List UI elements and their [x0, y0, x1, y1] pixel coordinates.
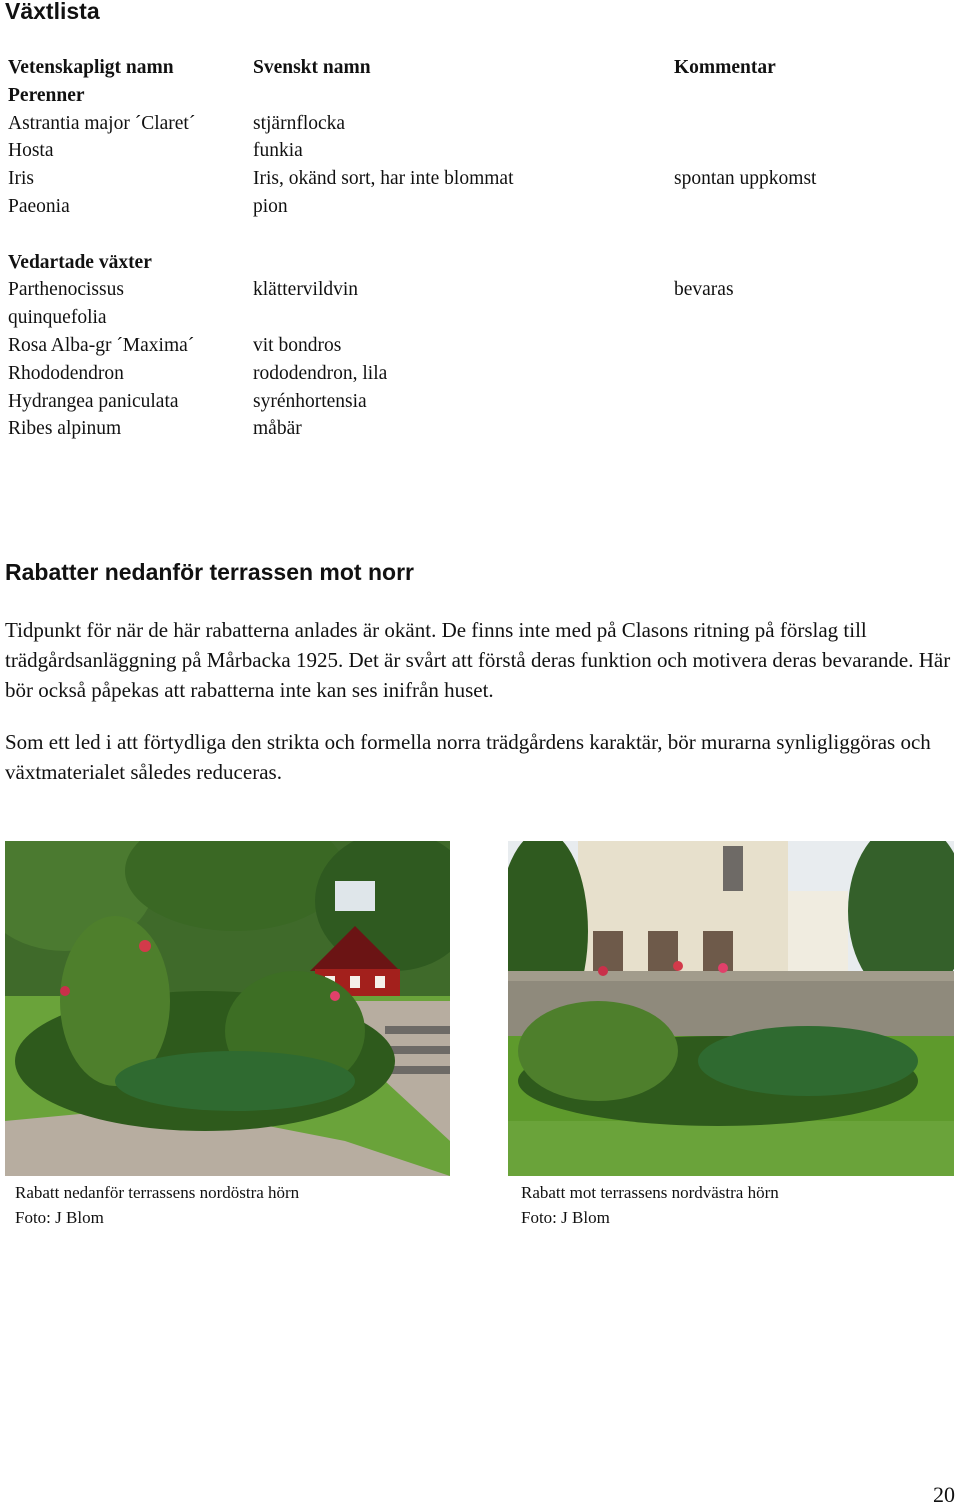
- caption-text: Rabatt mot terrassens nordvästra hörn: [521, 1183, 779, 1202]
- body-paragraph: Som ett led i att förtydliga den strikta och formella norra trädgårdens karaktär, bör murarna synligliggöras och växtmaterialet således reduceras.: [5, 730, 931, 784]
- scientific-name: Astrantia major ´Claret´: [8, 112, 196, 134]
- table-row: [8, 304, 934, 332]
- comment: spontan uppkomst: [674, 168, 817, 190]
- column-header: Svenskt namn: [253, 57, 371, 78]
- garden-photo-northeast: [5, 841, 450, 1176]
- table-row: [8, 165, 934, 193]
- scientific-name: Parthenocissus: [8, 279, 124, 301]
- swedish-name: måbär: [253, 418, 302, 440]
- group-heading: Perenner: [8, 84, 85, 106]
- swedish-name: vit bondros: [253, 334, 342, 356]
- group-heading-row: [8, 82, 934, 110]
- scientific-name: quinquefolia: [8, 307, 107, 329]
- table-row: [8, 137, 934, 165]
- swedish-name: [253, 304, 674, 332]
- photo-illustration: [508, 841, 954, 1176]
- photo-credit: Foto: J Blom: [521, 1208, 610, 1227]
- comment: [674, 360, 934, 388]
- scientific-name: Ribes alpinum: [8, 418, 122, 440]
- table-row: [8, 360, 934, 388]
- swedish-name: klättervildvin: [253, 279, 359, 301]
- table-row: [8, 193, 934, 221]
- table-row: [8, 110, 934, 138]
- comment: [674, 332, 934, 360]
- group-heading-row: [8, 249, 934, 277]
- swedish-name: pion: [253, 195, 288, 217]
- section-heading: Rabatter nedanför terrassen mot norr: [5, 559, 414, 585]
- comment: [674, 137, 934, 165]
- scientific-name: Rhododendron: [8, 362, 124, 384]
- comment: [674, 388, 934, 416]
- photo-caption-2: [521, 1180, 779, 1230]
- table-row: [8, 415, 934, 443]
- swedish-name: rododendron, lila: [253, 362, 388, 384]
- scientific-name: Hosta: [8, 140, 54, 162]
- column-header: Vetenskapligt namn: [8, 57, 174, 78]
- table-header-row: [8, 54, 934, 82]
- photo-credit: Foto: J Blom: [15, 1208, 104, 1227]
- caption-text: Rabatt nedanför terrassens nordöstra hörn: [15, 1183, 300, 1202]
- page-title: Växtlista: [5, 0, 100, 24]
- column-header: Kommentar: [674, 57, 776, 78]
- group-heading: Vedartade växter: [8, 251, 152, 273]
- scientific-name: Hydrangea paniculata: [8, 390, 179, 412]
- spacer-row: [8, 221, 934, 249]
- swedish-name: stjärnflocka: [253, 112, 346, 134]
- comment: [674, 193, 934, 221]
- table-row: [8, 332, 934, 360]
- table-row: [8, 276, 934, 304]
- comment: [674, 110, 934, 138]
- page-number: 20: [933, 1482, 955, 1507]
- swedish-name: funkia: [253, 140, 303, 162]
- comment: bevaras: [674, 279, 734, 301]
- scientific-name: Rosa Alba-gr ´Maxima´: [8, 334, 195, 356]
- table-row: [8, 388, 934, 416]
- photo-caption-1: [15, 1180, 299, 1230]
- scientific-name: Paeonia: [8, 195, 70, 217]
- swedish-name: syrénhortensia: [253, 390, 367, 412]
- comment: [674, 304, 934, 332]
- body-paragraph: Tidpunkt för när de här rabatterna anlades är okänt. De finns inte med på Clasons ritning på förslag till trädgårdsanläggning på Mårbacka 1925. Det är svårt att förstå deras funktion och motivera deras bevarande. Här bör också påpekas att rabatterna inte kan ses inifrån huset.: [5, 618, 951, 702]
- garden-photo-northwest: [508, 841, 954, 1176]
- scientific-name: Iris: [8, 168, 34, 190]
- photo-illustration: [5, 841, 450, 1176]
- comment: [674, 415, 934, 443]
- swedish-name: Iris, okänd sort, har inte blommat: [253, 168, 514, 190]
- plant-list-table: [8, 54, 934, 443]
